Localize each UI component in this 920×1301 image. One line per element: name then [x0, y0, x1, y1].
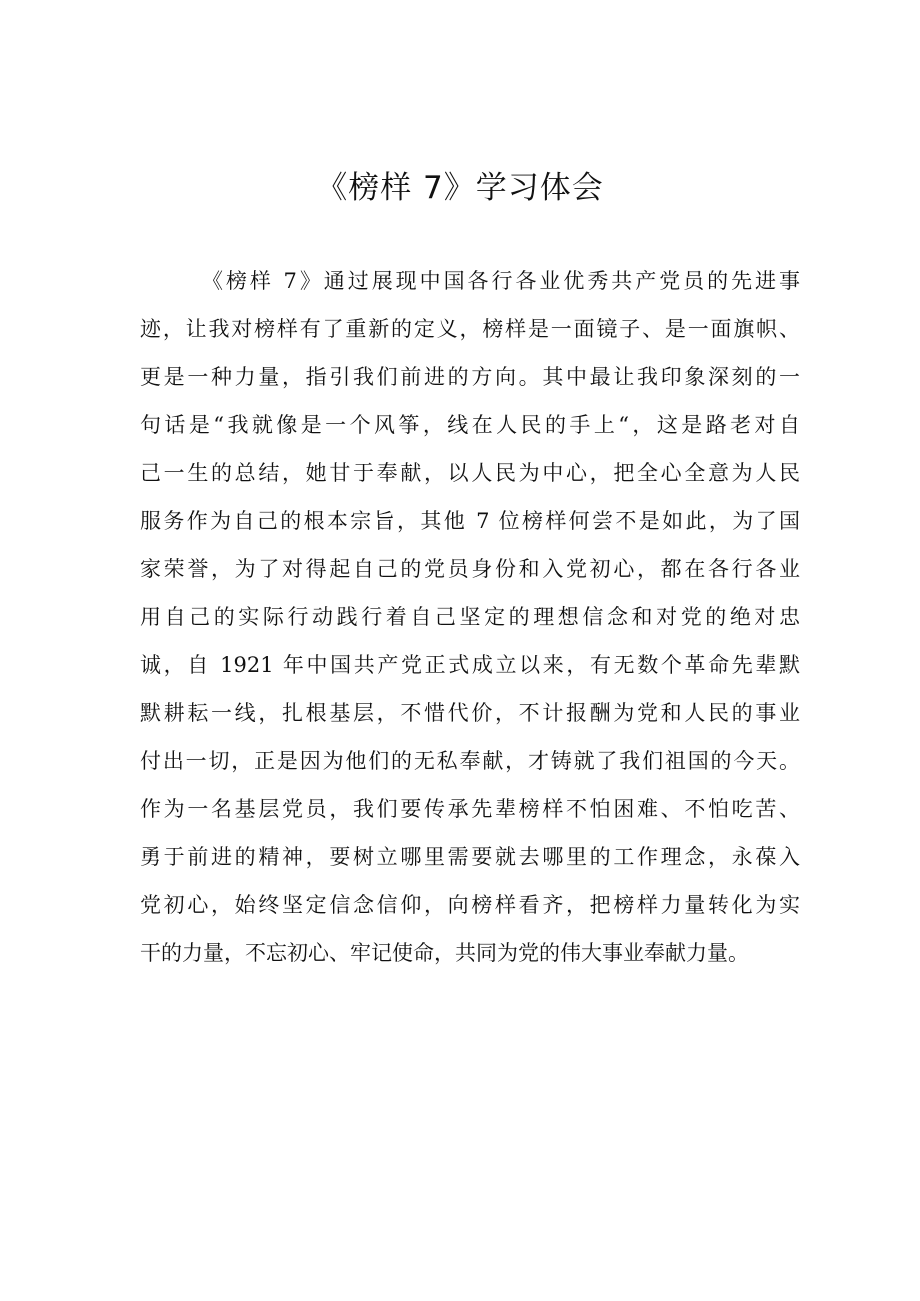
paragraph-line: 家荣誉，为了对得起自己的党员身份和入党初心，都在各行各业	[140, 557, 800, 581]
paragraph-line: 默耕耘一线，扎根基层，不惜代价，不计报酬为党和人民的事业	[140, 701, 800, 725]
paragraph-line: 干的力量，不忘初心、牢记使命，共同为党的伟大事业奉献力量。	[140, 941, 749, 965]
page-title: 《榜样 7》学习体会	[316, 170, 604, 206]
paragraph-line: 诚，自 1921 年中国共产党正式成立以来，有无数个革命先辈默	[140, 653, 800, 677]
paragraph-line: 党初心，始终坚定信念信仰，向榜样看齐，把榜样力量转化为实	[140, 893, 800, 917]
paragraph-line: 句话是“我就像是一个风筝，线在人民的手上“，这是路老对自	[140, 413, 800, 437]
paragraph-line: 己一生的总结，她甘于奉献，以人民为中心，把全心全意为人民	[140, 461, 800, 485]
paragraph-line: 迹，让我对榜样有了重新的定义，榜样是一面镜子、是一面旗帜、	[140, 317, 800, 341]
paragraph-line: 更是一种力量，指引我们前进的方向。其中最让我印象深刻的一	[140, 365, 800, 389]
paragraph-line: 付出一切，正是因为他们的无私奉献，才铸就了我们祖国的今天。	[140, 749, 800, 773]
paragraph-line: 《榜样 7》通过展现中国各行各业优秀共产党员的先进事	[202, 269, 800, 293]
body-paragraph	[140, 257, 800, 977]
paragraph-line: 服务作为自己的根本宗旨，其他 7 位榜样何尝不是如此，为了国	[140, 509, 800, 533]
paragraph-line: 用自己的实际行动践行着自己坚定的理想信念和对党的绝对忠	[140, 605, 800, 629]
paragraph-line: 作为一名基层党员，我们要传承先辈榜样不怕困难、不怕吃苦、	[140, 797, 800, 821]
paragraph-line: 勇于前进的精神，要树立哪里需要就去哪里的工作理念，永葆入	[140, 845, 800, 869]
